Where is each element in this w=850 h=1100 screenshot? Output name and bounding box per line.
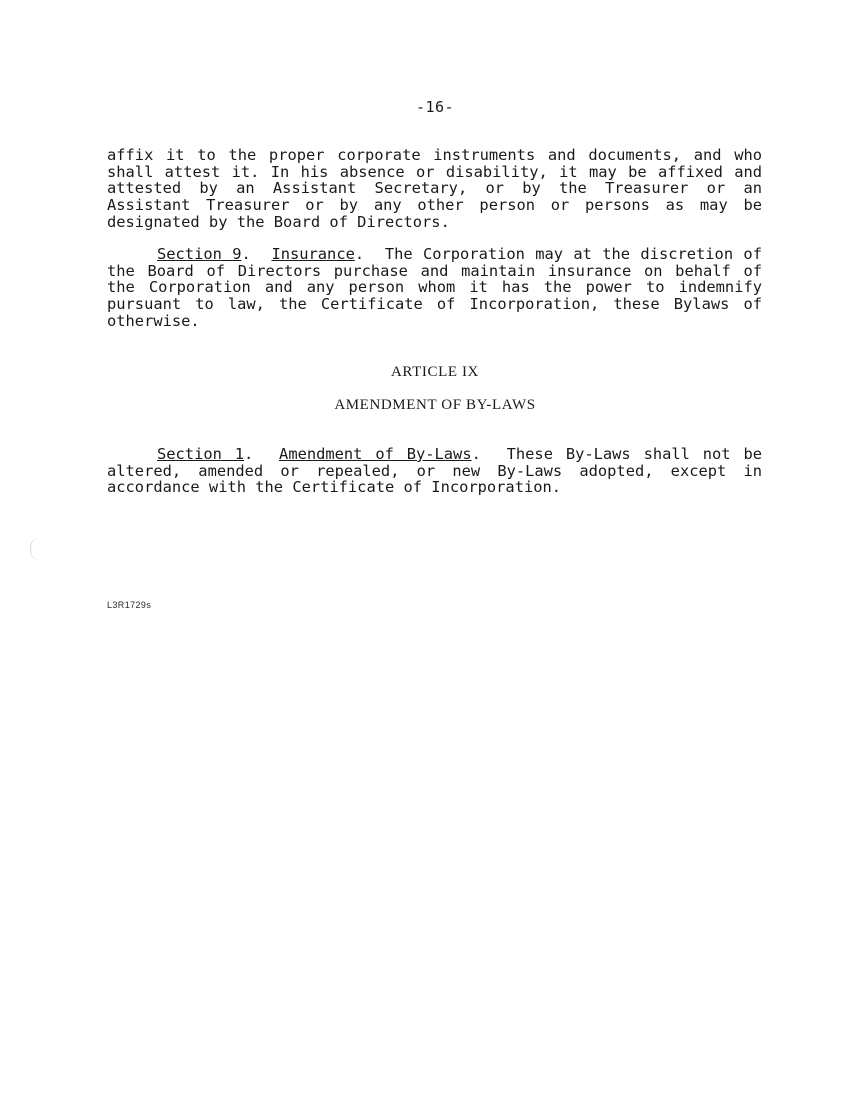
article-title-heading: AMENDMENT OF BY-LAWS (334, 397, 536, 413)
section-1-title: Amendment of By-Laws (279, 445, 472, 463)
section-1-text: These By-Laws shall not be altered, amended or repealed, or new By-Laws adopted, except in accordance with the Certificate of Incorporation. (107, 445, 762, 497)
scan-artifact-mark (30, 538, 39, 560)
section-9-text: The Corporation may at the discretion of the Board of Directors purchase and maintain insurance on behalf of the Corporation and any person whom it has the power to indemnify pursuant to law, the Certificate of Incorporation, these Bylaws of otherwise. (107, 245, 762, 330)
page-number: -16- (415, 98, 455, 116)
section-1-paragraph: Section 1. Amendment of By-Laws. These By-Laws shall not be altered, amended or repealed, or new By-Laws adopted, except in accordance with the Certificate of Incorporation. (107, 445, 762, 497)
section-9-title: Insurance (271, 245, 355, 263)
section-9-number: Section 9 (157, 245, 242, 263)
paragraph-seal-continuation: affix it to the proper corporate instruments and documents, and who shall attest it. In his absence or disability, it may be affixed and attested by an Assistant Secretary, or by the Treasurer or an Assistant Treasurer or by any other person or persons as may be designated by the Board of Directors. (107, 146, 762, 231)
article-number-heading: ARTICLE IX (390, 364, 479, 380)
section-1-number: Section 1 (157, 445, 245, 463)
document-code: L3R1729s (107, 600, 152, 610)
section-9-paragraph: Section 9. Insurance. The Corporation may at the discretion of the Board of Directors purchase and maintain insurance on behalf of the Corporation and any person whom it has the power to indemnify pursuant to law, the Certificate of Incorporation, these Bylaws of otherwise. (107, 245, 762, 330)
